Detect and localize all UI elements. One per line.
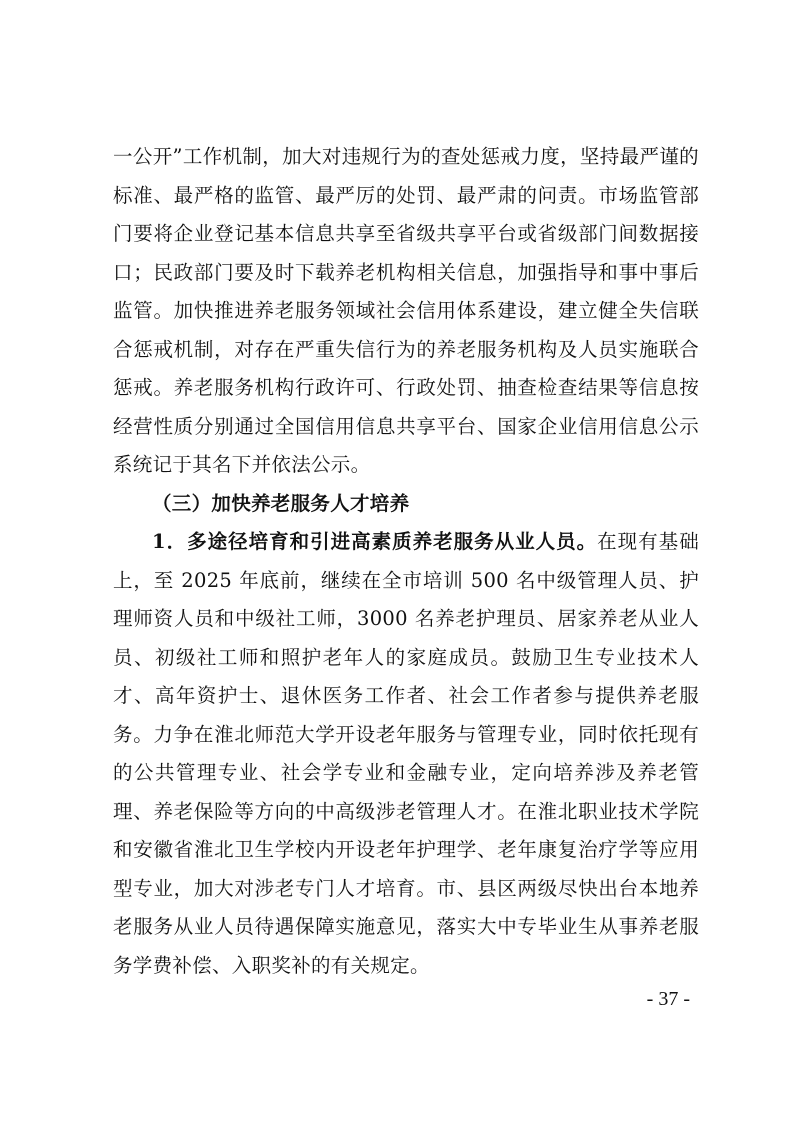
paragraph-body: 在现有基础上，至 2025 年底前，继续在全市培训 500 名中级管理人员、护理师资人员和中级社工师，3000 名养老护理员、居家养老从业人员、初级社工师和照护老年人的家庭成员。鼓励卫生专业技术人才、高年资护士、退休医务工作者、社会工作者参与提供养老服务。力争在淮北师范大学开设老年服务与管理专业，同时依托现有的公共管理专业、社会学专业和金融专业，定向培养涉及养老管理、养老保险等方向的中高级涉老管理人才。在淮北职业技术学院和安徽省淮北卫生学校内开设老年护理学、老年康复治疗学等应用型专业，加大对涉老专门人才培育。市、县区两级尽快出台本地养老服务从业人员待遇保障实施意见，落实大中专毕业生从事养老服务学费补偿、入职奖补的有关规定。 (113, 530, 699, 977)
page-number: - 37 - (646, 988, 690, 1010)
body-text (113, 138, 699, 985)
paragraph-lead-title: 1．多途径培育和引进高素质养老服务从业人员。 (152, 530, 598, 553)
paragraph-continued: 一公开”工作机制，加大对违规行为的查处惩戒力度，坚持最严谨的标准、最严格的监管、最严厉的处罚、最严肃的问责。市场监管部门要将企业登记基本信息共享至省级共享平台或省级部门间数据接 口；民政部门要及时下载养老机构相关信息，加强指导和事中事后监管。加快推进养老服务领域社会信用体系建设，建立健全失信联合惩戒机制，对存在严重失信行为的养老服务机构及人员实施联合惩戒。养老服务机构行政许可、行政处罚、抽查检查结果等信息按经营性质分别通过全国信用信息共享平台、国家企业信用信息公示系统记于其名下并依法公示。 (113, 145, 699, 476)
section-heading: （三）加快养老服务人才培养 (152, 491, 410, 515)
paragraph-talent (113, 523, 699, 985)
